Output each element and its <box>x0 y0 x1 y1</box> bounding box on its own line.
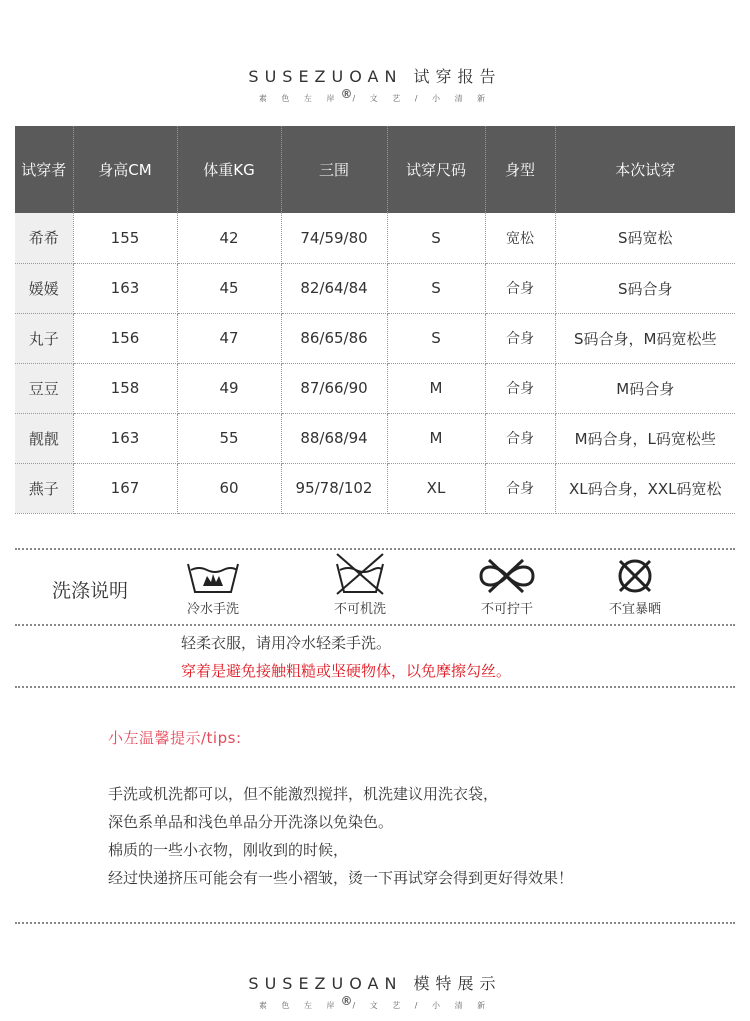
no-machine-wash-icon <box>333 552 387 596</box>
cell-height: 156 <box>73 313 177 363</box>
table-row <box>15 413 735 463</box>
cell-fit: 合身 <box>485 263 555 313</box>
table-row <box>15 313 735 363</box>
section-title: 模特展示 <box>413 974 502 993</box>
cell-fit: 合身 <box>485 413 555 463</box>
column-header: 三围 <box>281 126 387 213</box>
cell-size: M <box>387 363 485 413</box>
cell-weight: 60 <box>177 463 281 513</box>
cell-weight: 55 <box>177 413 281 463</box>
divider <box>15 548 735 550</box>
cell-result: XL码合身，XXL码宽松 <box>555 463 735 513</box>
cell-result: S码宽松 <box>555 213 735 263</box>
cell-size: S <box>387 263 485 313</box>
tips-heading: 小左温馨提示/tips: <box>108 729 242 747</box>
cell-result: S码合身，M码宽松些 <box>555 313 735 363</box>
cell-height: 163 <box>73 413 177 463</box>
brand-header <box>0 64 750 107</box>
cell-fit: 合身 <box>485 363 555 413</box>
cell-result: S码合身 <box>555 263 735 313</box>
column-header: 身高CM <box>73 126 177 213</box>
cell-fit: 宽松 <box>485 213 555 263</box>
tips-line: 深色系单品和浅色单品分开洗涤以免染色。 <box>108 813 394 831</box>
brand-name: SUSEZUOAN <box>248 67 403 86</box>
brand-name: SUSEZUOAN <box>248 974 403 993</box>
divider <box>15 922 735 924</box>
cell-name: 豆豆 <box>15 363 73 413</box>
cell-fit: 合身 <box>485 463 555 513</box>
cell-name: 燕子 <box>15 463 73 513</box>
care-warning: 穿着是避免接触粗糙或坚硬物体，以免摩擦勾丝。 <box>181 662 512 680</box>
cell-measurements: 82/64/84 <box>281 263 387 313</box>
column-header: 身型 <box>485 126 555 213</box>
cell-measurements: 88/68/94 <box>281 413 387 463</box>
care-item <box>457 556 557 617</box>
care-item <box>163 556 263 617</box>
table-row <box>15 263 735 313</box>
section-title: 试穿报告 <box>413 67 502 86</box>
care-item <box>585 556 685 617</box>
cell-size: S <box>387 313 485 363</box>
table-header-row <box>15 126 735 213</box>
cell-size: XL <box>387 463 485 513</box>
cell-name: 希希 <box>15 213 73 263</box>
care-item <box>310 552 410 617</box>
care-label: 冷水手洗 <box>186 602 239 617</box>
cell-measurements: 87/66/90 <box>281 363 387 413</box>
cell-measurements: 86/65/86 <box>281 313 387 363</box>
tips-line: 手洗或机洗都可以，但不能激烈搅拌，机洗建议用洗衣袋， <box>108 785 499 803</box>
cell-fit: 合身 <box>485 313 555 363</box>
cell-height: 163 <box>73 263 177 313</box>
table-row <box>15 363 735 413</box>
care-label: 不可拧干 <box>480 602 533 617</box>
care-label: 不宜暴晒 <box>608 602 661 617</box>
table-row <box>15 213 735 263</box>
cell-height: 155 <box>73 213 177 263</box>
try-on-table <box>15 126 735 514</box>
tagline-left: 素 色 左 岸 <box>258 1001 341 1010</box>
care-note: 轻柔衣服，请用冷水轻柔手洗。 <box>181 634 392 652</box>
brand-tagline <box>0 87 750 107</box>
cell-weight: 45 <box>177 263 281 313</box>
column-header: 体重KG <box>177 126 281 213</box>
do-not-sun-dry-icon <box>615 556 655 596</box>
cell-size: M <box>387 413 485 463</box>
brand-tagline <box>0 994 750 1014</box>
tagline-left: 素 色 左 岸 <box>258 94 341 103</box>
cell-name: 媛媛 <box>15 263 73 313</box>
cell-name: 丸子 <box>15 313 73 363</box>
cell-result: M码合身 <box>555 363 735 413</box>
cell-size: S <box>387 213 485 263</box>
registered-mark: ® <box>340 994 353 1008</box>
cell-name: 靓靓 <box>15 413 73 463</box>
tips-list <box>108 780 573 892</box>
divider <box>15 624 735 626</box>
tips-line: 棉质的一些小衣物，刚收到的时候， <box>108 841 349 859</box>
cell-weight: 47 <box>177 313 281 363</box>
cell-weight: 49 <box>177 363 281 413</box>
cell-measurements: 95/78/102 <box>281 463 387 513</box>
divider <box>15 686 735 688</box>
cell-result: M码合身，L码宽松些 <box>555 413 735 463</box>
care-title: 洗涤说明 <box>52 580 129 602</box>
do-not-wring-icon <box>475 556 539 596</box>
cell-height: 158 <box>73 363 177 413</box>
column-header: 本次试穿 <box>555 126 735 213</box>
cell-height: 167 <box>73 463 177 513</box>
column-header: 试穿尺码 <box>387 126 485 213</box>
brand-footer <box>0 971 750 1014</box>
cell-weight: 42 <box>177 213 281 263</box>
table-row <box>15 463 735 513</box>
hand-wash-cold-icon <box>185 556 241 596</box>
tips-line: 经过快递挤压可能会有一些小褶皱，烫一下再试穿会得到更好得效果！ <box>108 869 574 887</box>
cell-measurements: 74/59/80 <box>281 213 387 263</box>
tagline-right: / 文 艺 / 小 清 新 <box>352 1001 492 1010</box>
tagline-right: / 文 艺 / 小 清 新 <box>352 94 492 103</box>
column-header: 试穿者 <box>15 126 73 213</box>
registered-mark: ® <box>340 87 353 101</box>
care-label: 不可机洗 <box>333 602 386 617</box>
